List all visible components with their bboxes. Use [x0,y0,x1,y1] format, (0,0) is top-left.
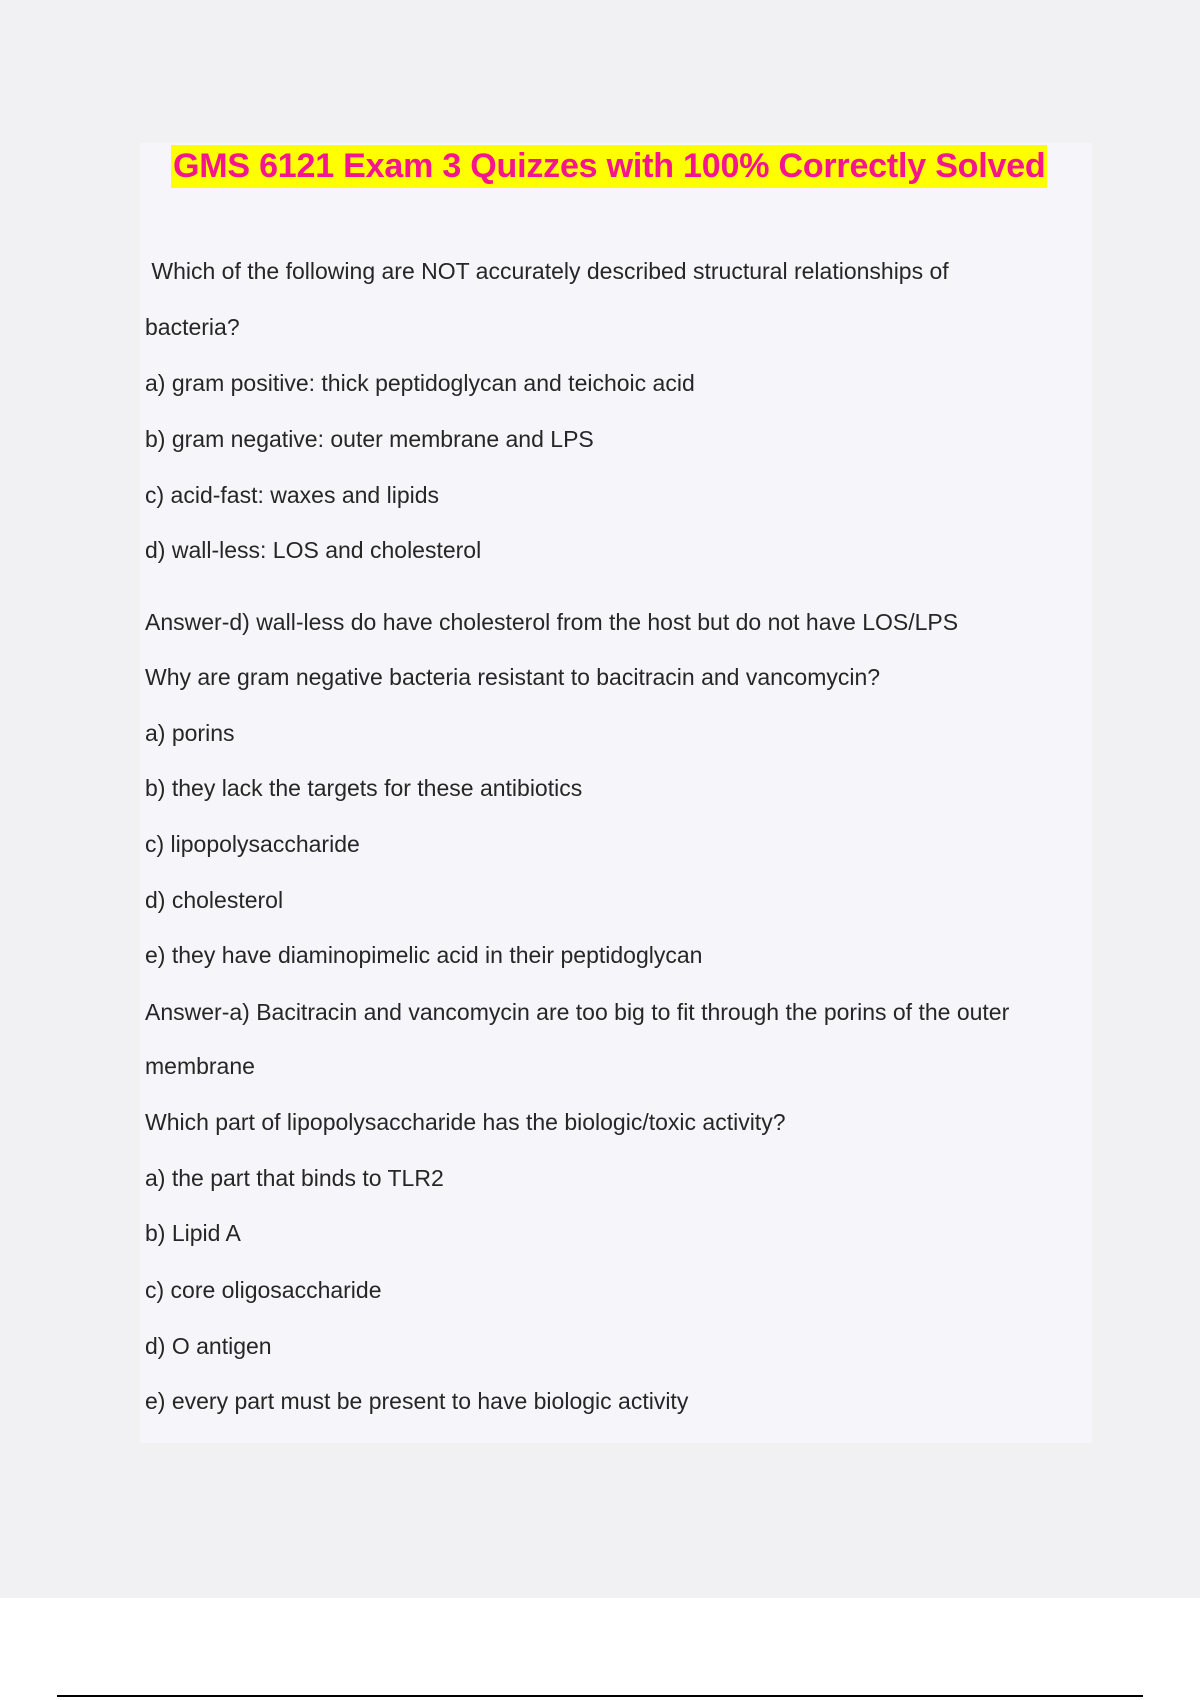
question-1-text-line-1: Which of the following are NOT accurately described structural relationships of [145,258,949,284]
footer-divider [57,1695,1143,1697]
question-3-option-b: b) Lipid A [145,1220,241,1246]
question-1-option-b: b) gram negative: outer membrane and LPS [145,426,594,452]
question-2-option-a: a) porins [145,720,235,746]
document-title: GMS 6121 Exam 3 Quizzes with 100% Correctly Solved [171,145,1047,188]
question-3-option-d: d) O antigen [145,1333,272,1359]
question-3-option-a: a) the part that binds to TLR2 [145,1165,444,1191]
question-2-option-e: e) they have diaminopimelic acid in their peptidoglycan [145,942,703,968]
question-2-option-b: b) they lack the targets for these antibiotics [145,775,583,801]
question-3-text: Which part of lipopolysaccharide has the biologic/toxic activity? [145,1109,786,1135]
question-1-option-d: d) wall-less: LOS and cholesterol [145,537,482,563]
question-1-text-line-2: bacteria? [145,314,240,340]
question-2-option-c: c) lipopolysaccharide [145,831,360,857]
question-3-option-e: e) every part must be present to have biologic activity [145,1388,689,1414]
question-1-answer: Answer-d) wall-less do have cholesterol from the host but do not have LOS/LPS [145,609,959,635]
question-2-option-d: d) cholesterol [145,887,284,913]
question-2-answer-line-1: Answer-a) Bacitracin and vancomycin are too big to fit through the porins of the outer [145,999,1010,1025]
question-1-option-c: c) acid-fast: waxes and lipids [145,482,440,508]
question-1-option-a: a) gram positive: thick peptidoglycan and teichoic acid [145,370,695,396]
question-2-text: Why are gram negative bacteria resistant to bacitracin and vancomycin? [145,664,881,690]
question-2-answer-line-2: membrane [145,1053,255,1079]
question-3-option-c: c) core oligosaccharide [145,1277,382,1303]
